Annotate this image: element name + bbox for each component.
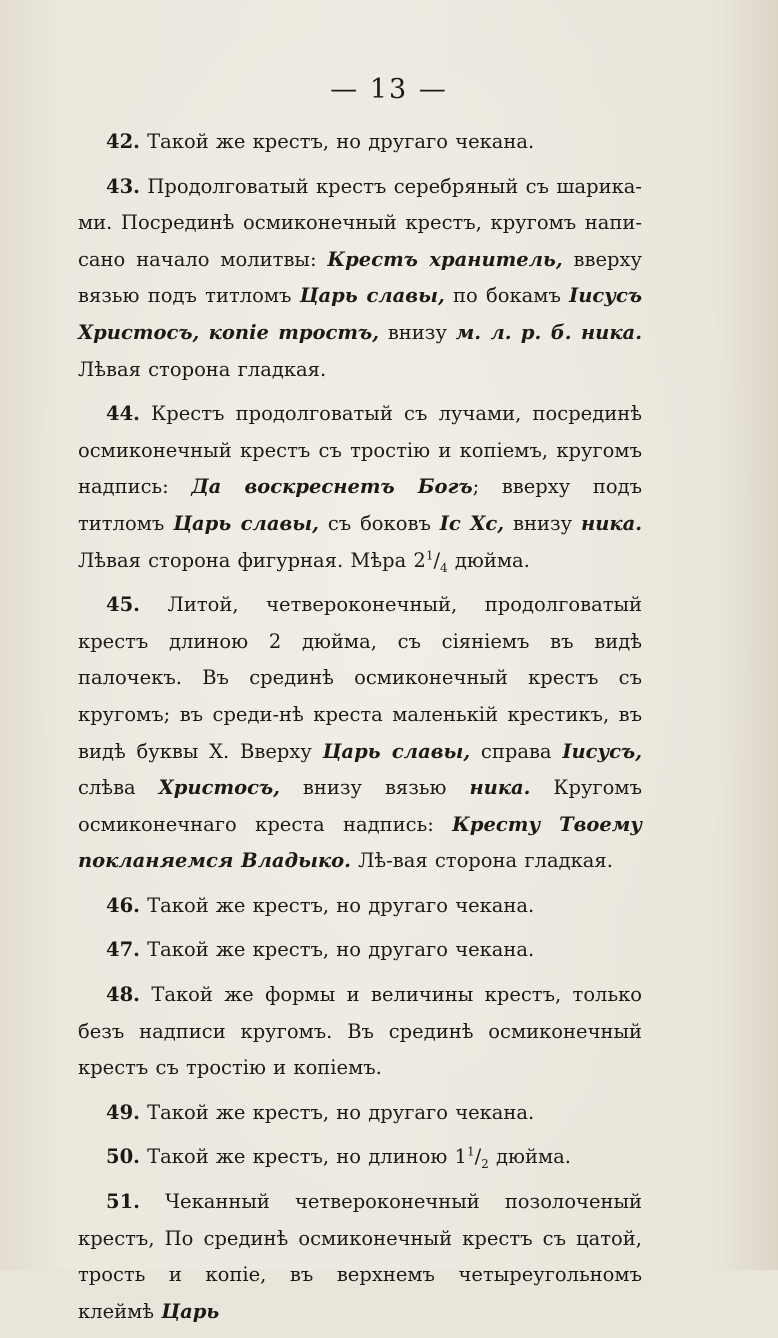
entry-number: 46.: [106, 893, 140, 917]
catalog-entry: [78, 1095, 642, 1132]
entry-number: 45.: [106, 593, 140, 617]
page-text: [78, 124, 642, 1338]
catalog-entry: [78, 932, 642, 969]
entry-number: 42.: [106, 130, 140, 153]
entry-text: Такой же формы и величины крестъ, только безъ надписи кругомъ. Въ срединѣ осмиконечный крестъ съ тростію и копіемъ.: [78, 983, 642, 1080]
entry-number: 48.: [106, 983, 140, 1007]
entry-text: Чеканный четвероконечный позолоченый крестъ, По срединѣ осмиконечный крестъ съ цатой, трость и копіе, въ верхнемъ четыреугольномъ клеймѣ Царь: [78, 1190, 643, 1323]
entry-text: Такой же крестъ, но другаго чекана.: [147, 130, 535, 153]
entry-number: 51.: [106, 1190, 140, 1214]
entry-text: Такой же крестъ, но длиною $1^1/_2$ дюйма.: [147, 1144, 571, 1172]
catalog-entry: [78, 1139, 642, 1176]
catalog-entry: [78, 124, 642, 161]
entry-number: 44.: [106, 402, 140, 426]
catalog-entry: [78, 977, 642, 1087]
entry-number: 50.: [106, 1145, 140, 1169]
catalog-entry: [78, 1184, 642, 1330]
page-number: — 13 —: [330, 74, 448, 105]
entry-number: 43.: [106, 174, 140, 198]
entry-number: 47.: [106, 938, 140, 962]
catalog-entry: [78, 587, 642, 880]
entry-text: Такой же крестъ, но другаго чекана.: [147, 1100, 535, 1124]
entry-number: 49.: [106, 1100, 140, 1124]
entry-text: Такой же крестъ, но другаго чекана.: [147, 893, 535, 917]
entry-text: Крестъ продолговатый съ лучами, посрединѣ осмиконечный крестъ съ тростію и копіемъ, кругомъ надпись: Да воскреснетъ Богъ; вверху подъ титломъ Царь славы, съ боковъ Іс Хс, внизу ника. Лѣвая сторона фигурная. Мѣра $2^1/_4$ дюйма.: [78, 402, 643, 575]
catalog-entry: [78, 396, 642, 579]
catalog-entry: [78, 169, 642, 389]
entry-text: Такой же крестъ, но другаго чекана.: [147, 938, 535, 962]
entry-text: Литой, четвероконечный, продолговатый крестъ длиною 2 дюйма, съ сіяніемъ въ видѣ палочекъ. Въ срединѣ осмиконечный крестъ съ кругомъ; въ среди-нѣ креста маленькій крестикъ, въ видѣ буквы Х. Вверху Царь славы, справа Іисусъ, слѣва Христосъ, внизу вязью ника. Кругомъ осмиконечнаго креста надпись: Кресту Твоему покланяемся Владыко. Лѣ-вая сторона гладкая.: [78, 593, 643, 873]
entry-text: Продолговатый крестъ серебряный съ шарика-ми. Посрединѣ осмиконечный крестъ, кругомъ напи-сано начало молитвы: Крестъ хранитель, вверху вязью подъ титломъ Царь славы, по бокамъ Іисусъ Христосъ, копіе тростъ, внизу м. л. р. б. ника. Лѣвая сторона гладкая.: [78, 174, 643, 381]
catalog-entry: [78, 888, 642, 925]
